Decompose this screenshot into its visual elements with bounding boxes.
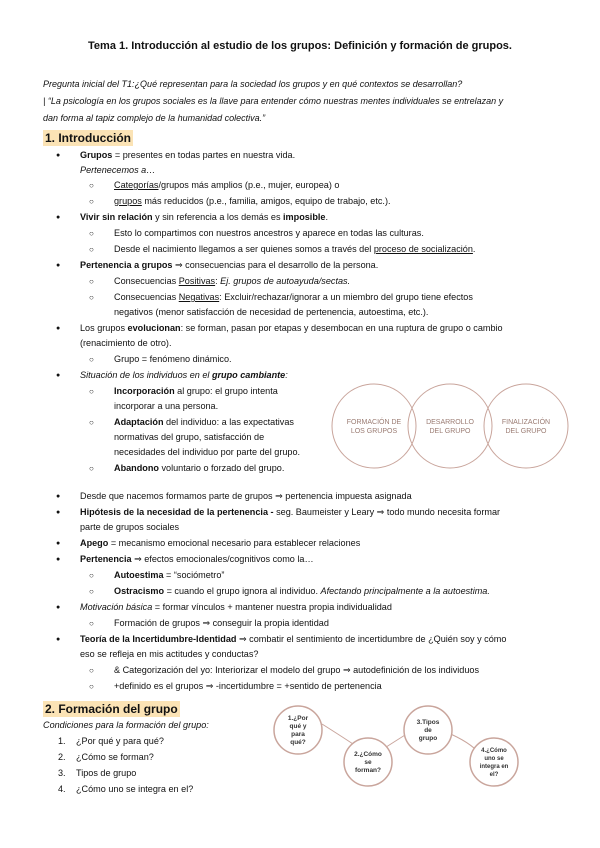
sub-item: [114, 290, 473, 305]
c1-l2: qué y: [289, 723, 307, 730]
teoria-line: [80, 632, 506, 647]
text: ⇒ efectos emocionales/cognitivos como la…: [131, 554, 314, 564]
section-heading-formation: 2. Formación del grupo: [45, 702, 178, 716]
intro-block: [43, 76, 563, 127]
numbered-item-4: [58, 782, 194, 797]
term: Grupos: [80, 150, 113, 160]
sub-item: [114, 384, 278, 399]
text: del individuo: a las expectativas: [163, 417, 294, 427]
item-number: 4.: [58, 784, 66, 794]
c4-l3: integra en: [479, 764, 509, 770]
stage-end-l2: DEL GRUPO: [505, 428, 547, 435]
stage-formation-l1: FORMACIÓN DE: [346, 419, 402, 426]
evolucionan-cont: (renacimiento de otro).: [80, 338, 172, 348]
term: grupos: [114, 196, 142, 206]
c1-l3: para: [291, 731, 305, 738]
c4-l1: 4.¿Cómo: [481, 748, 507, 754]
text: : se forman, pasan por etapas y desembocan en una ruptura de grupo o cambio: [180, 323, 503, 333]
section-heading-intro: 1. Introducción: [45, 131, 132, 145]
text: Desde el nacimiento llegamos a ser quienes somos a través del: [114, 244, 374, 254]
term: Incorporación: [114, 386, 175, 396]
text: .: [325, 212, 329, 222]
vivir-line: [80, 210, 328, 225]
sub-item: [114, 568, 224, 583]
term: Apego: [80, 538, 109, 548]
sub-item: [114, 194, 391, 209]
c3-l3: grupo: [418, 735, 438, 742]
sub-item: ○ Esto lo compartimos con nuestros ancestros y aparece en todas las culturas.: [114, 226, 424, 241]
sub-item: ○ & Categorización del yo: Interiorizar el modelo del grupo ⇒ autodefinición de los individuos: [114, 663, 479, 678]
text: /grupos más amplios (p.e., mujer, europea) o: [158, 180, 340, 190]
sub-item: [114, 584, 490, 599]
text: seg. Baumeister y Leary ⇒ todo mundo necesita formar: [276, 507, 501, 517]
situacion-line: [80, 368, 288, 383]
text: .: [472, 244, 476, 254]
term: Adaptación: [114, 417, 164, 427]
item-number: 1.: [58, 736, 66, 746]
term: Teoría de la Incertidumbre-Identidad: [80, 634, 237, 644]
term: Autoestima: [114, 570, 164, 580]
flow-circle-1: [274, 706, 322, 754]
sub-item: ○ Formación de grupos ⇒ conseguir la propia identidad: [114, 616, 329, 631]
c3-l1: 3.Tipos: [416, 719, 440, 726]
text: Consecuencias: [114, 292, 179, 302]
stage-end-l1: FINALIZACIÓN: [501, 419, 551, 426]
text: Los grupos: [80, 323, 128, 333]
c2-l3: forman?: [355, 767, 381, 774]
text: Condiciones para la formación del grupo:: [43, 720, 209, 730]
stage-development-l2: DEL GRUPO: [429, 428, 471, 435]
text: = cuando el grupo ignora al individuo.: [164, 586, 321, 596]
sub-item: [114, 274, 350, 289]
c4-l2: uno se: [484, 756, 504, 762]
term: proceso de socialización: [373, 244, 473, 254]
hipotesis-cont: parte de grupos sociales: [80, 522, 180, 532]
initial-question: [43, 76, 563, 93]
text: Pertenecemos a…: [80, 165, 156, 175]
text: = presentes en todas partes en nuestra vida.: [112, 150, 296, 160]
quote-line-2: dan forma al tapiz complejo de la humanidad colectiva.”: [43, 113, 266, 123]
teoria-cont: eso se refleja en mis actitudes y conductas?: [80, 649, 259, 659]
text: Afectando principalmente a la autoestima.: [320, 586, 490, 596]
sub-item: [114, 461, 284, 476]
c4-l4: el?: [489, 772, 499, 778]
stage-circle-end: [484, 384, 568, 468]
term: imposible: [283, 212, 326, 222]
text: y sin referencia a los demás es: [152, 212, 284, 222]
flow-circle-4: [470, 738, 518, 786]
sub-item: ○ +definido es el grupos ⇒ -incertidumbre = +sentido de pertenencia: [114, 679, 382, 694]
text: : Excluir/rechazar/ignorar a un miembro del grupo tiene efectos: [219, 292, 473, 302]
item-number: 2.: [58, 752, 66, 762]
text: más reducidos (p.e., familia, amigos, equipo de trabajo, etc.).: [141, 196, 391, 206]
question-text: ¿Qué representan para la sociedad los grupos y en qué contextos se desarrollan?: [134, 79, 463, 89]
sub-item-cont: normativas del grupo, satisfacción de: [114, 432, 265, 442]
pertenecemos-line: [80, 163, 155, 178]
text: ⇒ combatir el sentimiento de incertidumbre de ¿Quién soy y cómo: [236, 634, 507, 644]
c3-l2: de: [424, 727, 432, 734]
text: Ej. grupos de autoayuda/sectas.: [220, 276, 351, 286]
term: Negativas: [178, 292, 220, 302]
evolucionan-line: [80, 321, 503, 336]
term: grupo cambiante: [211, 370, 286, 380]
stage-circle-development: [408, 384, 492, 468]
term: Positivas: [178, 276, 216, 286]
term: Pertenencia: [80, 554, 132, 564]
c2-l1: 2.¿Cómo: [354, 751, 382, 758]
c2-l2: se: [364, 759, 372, 766]
item-text: ¿Por qué y para qué?: [76, 736, 164, 746]
item-number: 3.: [58, 768, 66, 778]
apego-line: [80, 536, 360, 551]
text: Situación de los individuos en el: [80, 370, 212, 380]
term: Ostracismo: [114, 586, 165, 596]
item-text: Tipos de grupo: [76, 768, 137, 778]
sub-item: [114, 242, 475, 257]
stage-development-l1: DESARROLLO: [426, 419, 474, 426]
conditions-line: [43, 718, 209, 733]
text: ⇒ consecuencias para el desarrollo de la persona.: [172, 260, 379, 270]
question-label: Pregunta inicial del T1:: [43, 79, 135, 89]
grupos-line: [80, 148, 295, 163]
stage-circle-formation: [332, 384, 416, 468]
motivacion-line: [80, 600, 392, 615]
pertenencia2-line: [80, 552, 314, 567]
term: Hipótesis de la necesidad de la pertenencia -: [80, 507, 277, 517]
text: Consecuencias: [114, 276, 179, 286]
group-stages-diagram: [330, 380, 580, 472]
numbered-item-3: [58, 766, 137, 781]
c1-l1: 1.¿Por: [287, 715, 309, 722]
term: evolucionan: [127, 323, 181, 333]
text: = formar vínculos + mantener nuestra propia individualidad: [152, 602, 392, 612]
term: Vivir sin relación: [80, 212, 153, 222]
sub-item: [114, 178, 339, 193]
term: Motivación básica: [80, 602, 153, 612]
text: al grupo: el grupo intenta: [174, 386, 278, 396]
hipotesis-line: [80, 505, 500, 520]
item-text: ¿Cómo se forman?: [76, 752, 154, 762]
text: = “sociómetro”: [163, 570, 225, 580]
formation-flow-diagram: [270, 698, 560, 808]
numbered-item-2: [58, 750, 154, 765]
text: voluntario o forzado del grupo.: [158, 463, 285, 473]
sub-item: [114, 415, 294, 430]
pertenencia-line: [80, 258, 378, 273]
sub-item-cont: negativos (menor satisfacción de necesidad de pertenencia, autoestima, etc.).: [114, 307, 429, 317]
c1-l4: qué?: [290, 739, 306, 746]
quote-line-1: | “La psicología en los grupos sociales es la llave para entender cómo nuestras mentes individuales se entrelazan y: [43, 96, 504, 106]
numbered-item-1: [58, 734, 164, 749]
text: :: [285, 370, 288, 380]
text: :: [215, 276, 221, 286]
sub-item-cont: incorporar a una persona.: [114, 401, 219, 411]
sub-item: ○ Grupo = fenómeno dinámico.: [114, 352, 232, 367]
page-title: Tema 1. Introducción al estudio de los grupos: Definición y formación de grupos.: [88, 40, 512, 52]
term: Categorías: [114, 180, 159, 190]
desde-line: Desde que nacemos formamos parte de grupos ⇒ pertenencia impuesta asignada: [80, 491, 412, 501]
text: = mecanismo emocional necesario para establecer relaciones: [108, 538, 361, 548]
item-text: ¿Cómo uno se integra en el?: [76, 784, 194, 794]
sub-item-cont: necesidades del individuo por parte del grupo.: [114, 447, 301, 457]
stage-formation-l2: LOS GRUPOS: [350, 428, 398, 435]
term: Abandono: [114, 463, 159, 473]
term: Pertenencia a grupos: [80, 260, 173, 270]
